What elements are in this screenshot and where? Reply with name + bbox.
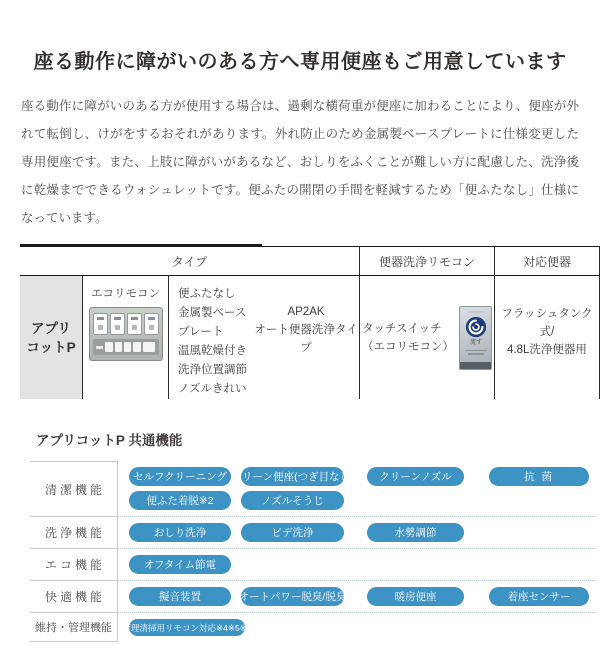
remote-label: エコリモコン	[91, 288, 160, 300]
table-top-accent-bar	[20, 244, 262, 247]
product-name-line2: コットP	[26, 339, 76, 355]
product-name-line1: アプリ	[31, 320, 71, 336]
switch-fine-print-lines	[465, 350, 487, 355]
feature-row-maintenance	[30, 612, 595, 642]
switch-text	[362, 320, 454, 356]
feature-badge: 便ふた着脱※2	[129, 491, 231, 510]
feature-row-label: 洗浄機能	[30, 516, 118, 548]
model-type: オート便器洗浄タイプ	[254, 324, 358, 354]
bowl-line1: フラッシュタンク式/	[501, 308, 593, 338]
header-compatible-bowl: 対応便器	[495, 247, 600, 275]
feature-badge: セルフクリーニング	[129, 467, 231, 486]
remote-oshiri-button-icon	[110, 313, 125, 335]
remote-dry-button-icon	[144, 313, 159, 335]
type-features-cell	[169, 276, 360, 399]
feature-row-clean	[30, 461, 595, 516]
remote-minus-button-icon	[105, 342, 112, 352]
spec-table-header	[20, 246, 600, 276]
feature-badge: ビデ洗浄	[241, 523, 344, 542]
remote-plus-button-icon	[115, 342, 122, 352]
type-feature-list	[169, 276, 253, 399]
remote-strip-label-icon	[96, 346, 103, 349]
header-type: タイプ	[20, 247, 360, 275]
remote-adjust-strip	[93, 339, 159, 355]
common-features-table	[30, 461, 595, 642]
remote-plus2-button-icon	[133, 342, 140, 352]
remote-position-button-icon	[143, 342, 155, 352]
remote-bidet-button-icon	[127, 313, 142, 335]
spec-table	[20, 246, 600, 399]
feature-badge: ノズルそうじ	[241, 491, 344, 510]
flush-button-label: 流す	[469, 338, 482, 346]
flush-swirl-icon	[465, 316, 487, 338]
feature-badge: 暖房便座	[367, 587, 464, 606]
compatible-bowl-cell	[495, 276, 600, 399]
feature-badge: 擬音装置	[129, 587, 231, 606]
model-code: AP2AK	[287, 306, 325, 318]
product-name-cell	[20, 276, 83, 399]
feature-row-comfort	[30, 580, 595, 612]
feature-item: 金属製ベースプレート	[178, 307, 247, 338]
feature-item: ノズルきれい	[178, 383, 247, 395]
feature-row-wash	[30, 516, 595, 548]
feature-badge: おしり洗浄	[129, 523, 231, 542]
product-page	[0, 45, 600, 645]
switch-line2: （エコリモコン）	[362, 340, 454, 353]
page-title: 座る動作に障がいのある方へ専用便座もご用意しています	[33, 51, 567, 73]
feature-row-label: 維持・管理機能	[30, 612, 118, 642]
remote-stop-button-icon	[93, 313, 108, 335]
header-flush-remote: 便器洗浄リモコン	[360, 247, 495, 275]
switch-top-text-line	[468, 311, 484, 313]
feature-badge: オフタイム節電	[129, 555, 231, 574]
feature-row-label: 清潔機能	[30, 461, 118, 516]
flush-remote-cell	[360, 276, 495, 399]
washlet-remote-image	[89, 307, 163, 361]
switch-bottom-bar	[460, 362, 491, 369]
feature-badge: 水勢調節	[367, 523, 464, 542]
feature-badge: クリーン便座(つぎ目なし)	[241, 467, 344, 486]
remote-button-row	[93, 313, 159, 335]
feature-badge: クリーンノズル	[367, 467, 464, 486]
feature-item: 便ふたなし	[178, 288, 236, 300]
feature-row-label: 快適機能	[30, 580, 118, 612]
feature-badge: 着座センサー	[489, 587, 589, 606]
intro-paragraph: 座る動作に障がいのある方が使用する場合は、過剰な横荷重が便座に加わることにより、便座が外れて転倒し、けがをするおそれがあります。外れ防止のため金属製ベースプレートに仕様変更した専用便座です。また、上肢に障がいがあるなど、おしりをふくことが難しい方に配慮した、洗浄後に乾燥までできるウォシュレットです。便ふたの開閉の手間を軽減するため「便ふたなし」仕様になっています。	[21, 99, 579, 225]
feature-badge: 管理清掃用リモコン対応※4※5※6	[129, 619, 245, 636]
switch-line1: タッチスイッチ	[362, 322, 442, 335]
model-block	[253, 276, 359, 399]
touch-switch-image	[459, 306, 492, 370]
feature-badge: オートパワー脱臭/脱臭	[241, 587, 344, 606]
feature-item: 洗浄位置調節	[178, 364, 247, 376]
spec-table-row	[20, 276, 600, 399]
feature-row-label: エコ機能	[30, 548, 118, 580]
feature-row-eco	[30, 548, 595, 580]
bowl-line2: 4.8L洗浄便器用	[507, 344, 587, 356]
feature-item: 温風乾燥付き	[178, 345, 247, 357]
remote-minus2-button-icon	[124, 342, 131, 352]
common-features-heading: アプリコットP 共通機能	[36, 433, 183, 448]
feature-badge: 抗 菌	[489, 467, 589, 486]
remote-cell	[83, 276, 169, 399]
